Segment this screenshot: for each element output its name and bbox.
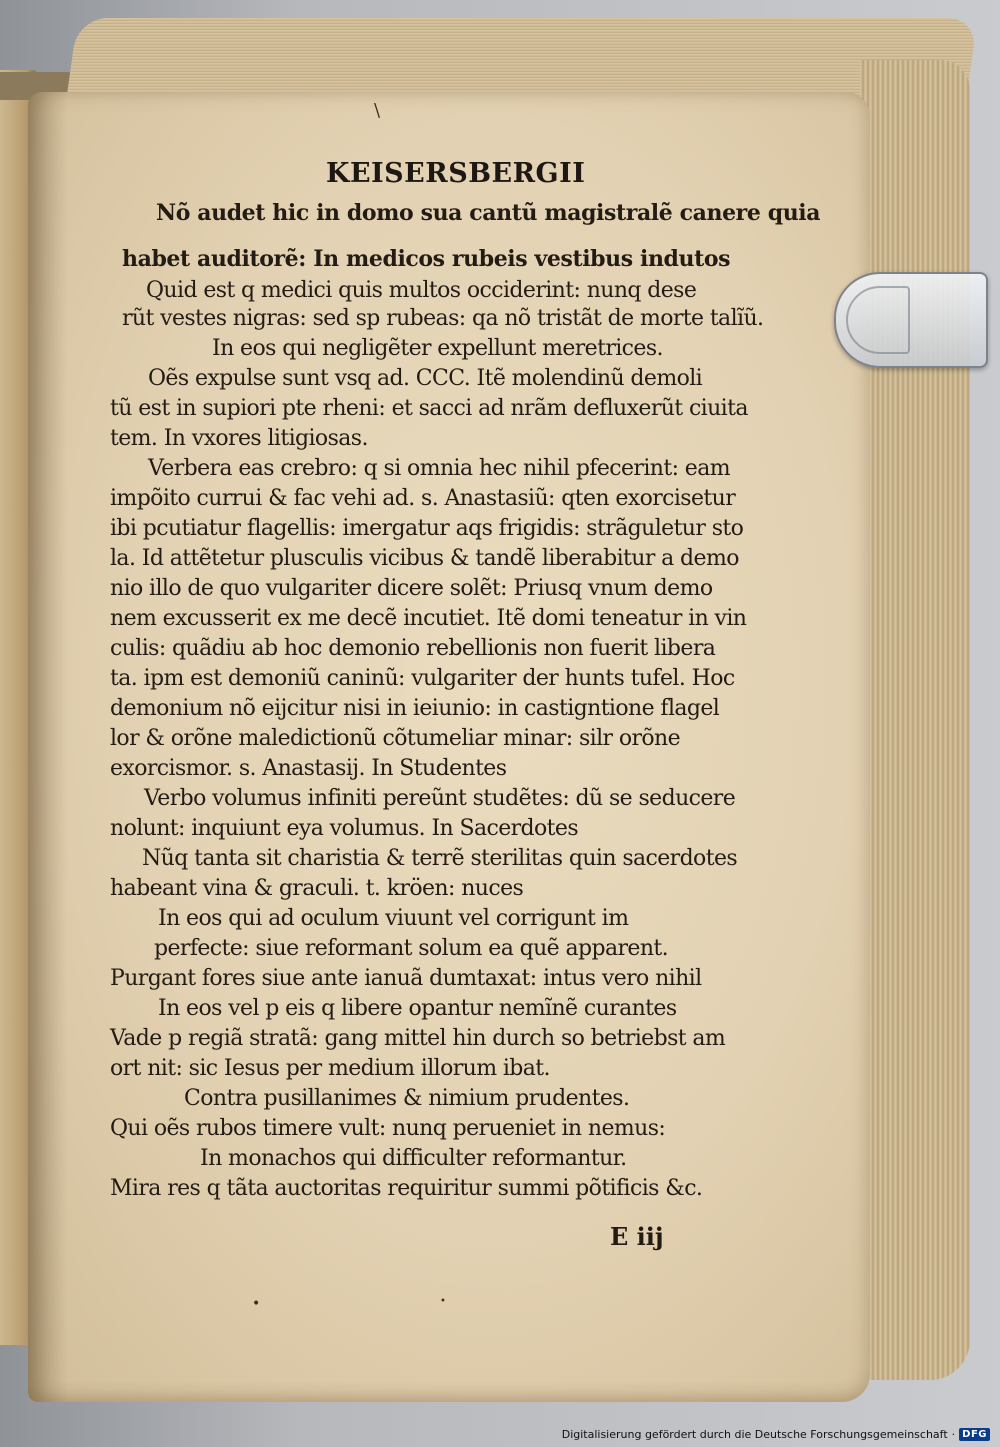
funding-footer: [562, 1428, 990, 1441]
text-line: Contra pusillanimes & nimium prudentes.: [184, 1086, 630, 1111]
text-line: nio illo de quo vulgariter dicere solẽt: Priusq vnum demo: [110, 576, 713, 601]
gutter-shadow: [28, 92, 68, 1402]
page-clip: [834, 272, 988, 368]
text-line: Mira res q tãta auctoritas requiritur summi põtificis &c.: [110, 1176, 703, 1201]
text-line: lor & orõne maledictionũ cõtumeliar minar: silr orõne: [110, 726, 681, 751]
text-line: ta. ipm est demoniũ caninũ: vulgariter der hunts tufel. Hoc: [110, 666, 735, 691]
text-line: rũt vestes nigras: sed sp rubeas: qa nõ tristãt de morte talĩũ.: [122, 306, 764, 331]
text-line: exorcismor. s. Anastasij. In Studentes: [110, 756, 507, 781]
text-line: demonium nõ eijcitur nisi in ieiunio: in castigntione flagel: [110, 696, 720, 721]
text-line: Vade p regiã stratã: gang mittel hin durch so betriebst am: [110, 1026, 726, 1051]
text-line: Qui oẽs rubos timere vult: nunq perueniet in nemus:: [110, 1116, 666, 1141]
text-line: tũ est in supiori pte rheni: et sacci ad nrãm defluxerũt ciuita: [110, 396, 748, 421]
footer-separator: ·: [951, 1428, 956, 1441]
text-line: In eos qui negligẽter expellunt meretrices.: [212, 336, 663, 361]
text-line: culis: quãdiu ab hoc demonio rebellionis non fuerit libera: [110, 636, 716, 661]
clip-ring: [846, 286, 910, 354]
text-line: Quid est q medici quis multos occiderint: nunq dese: [146, 278, 697, 303]
dfg-logo: DFG: [959, 1428, 990, 1441]
running-header: KEISERSBERGII: [326, 158, 586, 189]
text-line: tem. In vxores litigiosas.: [110, 426, 368, 451]
text-line: la. Id attẽtetur plusculis vicibus & tandẽ liberabitur a demo: [110, 546, 739, 571]
text-line: Nũq tanta sit charistia & terrẽ sterilitas quin sacerdotes: [142, 846, 738, 871]
book-fore-edge: [860, 60, 970, 1380]
text-line: habet auditorẽ: In medicos rubeis vestibus indutos: [122, 246, 731, 272]
text-line: ibi pcutiatur flagellis: imergatur aqs frigidis: strãguletur sto: [110, 516, 744, 541]
text-line: In eos qui ad oculum viuunt vel corrigunt im: [158, 906, 629, 931]
text-line: ort nit: sic Iesus per medium illorum ibat.: [110, 1056, 550, 1081]
text-line: In eos vel p eis q libere opantur nemĩnẽ curantes: [158, 996, 677, 1021]
text-line: In monachos qui difficulter reformantur.: [200, 1146, 627, 1171]
text-line: nolunt: inquiunt eya volumus. In Sacerdotes: [110, 816, 579, 841]
signature-mark: E iij: [610, 1222, 664, 1251]
text-line: Nõ audet hic in domo sua cantũ magistralẽ canere quia: [156, 200, 821, 226]
text-line: Purgant fores siue ante ianuã dumtaxat: intus vero nihil: [110, 966, 702, 991]
text-line: perfecte: siue reformant solum ea quẽ apparent.: [154, 936, 669, 961]
ink-speck: •: [440, 1296, 446, 1307]
text-line: habeant vina & graculi. t. kröen: nuces: [110, 876, 524, 901]
text-line: Verbera eas crebro: q si omnia hec nihil pfecerint: eam: [148, 456, 730, 481]
ink-speck: \: [374, 100, 381, 121]
text-line: impõito currui & fac vehi ad. s. Anastasiũ: qten exorcisetur: [110, 486, 736, 511]
text-line: Oẽs expulse sunt vsq ad. CCC. Itẽ molendinũ demoli: [148, 366, 703, 391]
text-line: nem excusserit ex me decẽ incutiet. Itẽ domi teneatur in vin: [110, 606, 747, 631]
ink-speck: •: [252, 1296, 261, 1312]
footer-text: Digitalisierung gefördert durch die Deutsche Forschungsgemeinschaft: [561, 1428, 948, 1441]
text-line: Verbo volumus infiniti pereũnt studẽtes: dũ se seducere: [144, 786, 736, 811]
